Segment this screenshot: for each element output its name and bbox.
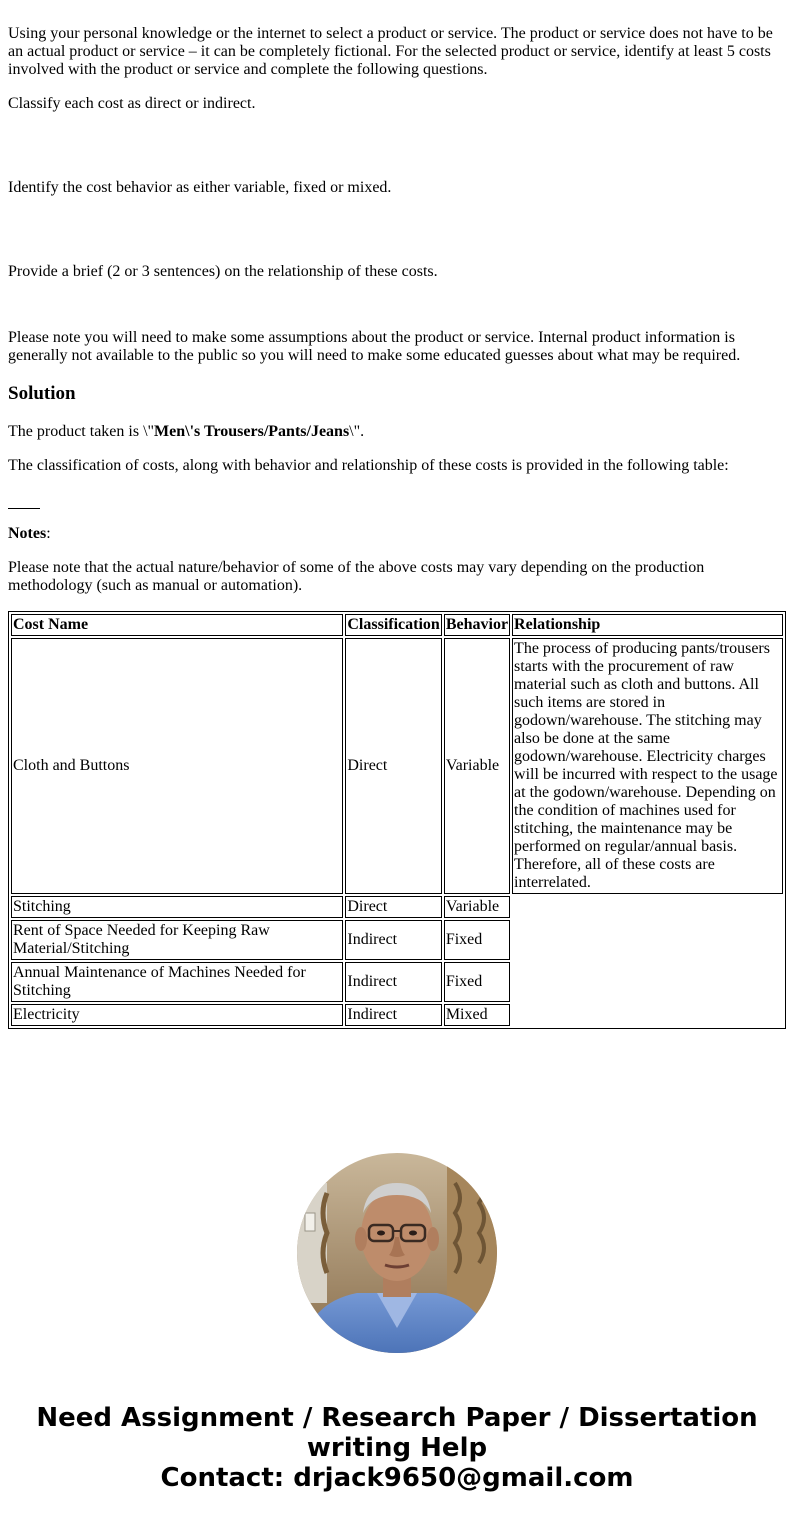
spacer [8,297,786,313]
notes-colon: : [46,525,51,542]
question-relationship: Provide a brief (2 or 3 sentences) on the relationship of these costs. [8,263,438,280]
cell-behavior: Variable [444,896,510,918]
table-row [11,1004,783,1026]
product-suffix: \". [349,423,365,440]
product-statement [8,423,786,441]
notes-label-line [8,525,786,543]
cell-cost-name: Rent of Space Needed for Keeping Raw Material/Stitching [11,920,343,960]
cell-behavior: Mixed [444,1004,510,1026]
promo-banner [0,1403,794,1493]
cell-cost-name: Stitching [11,896,343,918]
notes-label: Notes [8,525,47,542]
author-avatar [297,1153,497,1353]
cell-behavior: Fixed [444,920,510,960]
promo-line-2: writing Help [306,1433,488,1463]
header-cost-name: Cost Name [11,614,343,636]
promo-line-1: Need Assignment / Research Paper / Dissertation [36,1403,758,1433]
product-prefix: The product taken is \" [8,423,155,440]
cell-behavior: Fixed [444,962,510,1002]
cell-cost-name: Cloth and Buttons [11,638,343,894]
short-rule [8,496,40,509]
table-intro: The classification of costs, along with behavior and relationship of these costs is provided in the following table: [8,457,729,474]
table-row [11,896,783,918]
person-photo-icon [297,1153,497,1353]
spacer [8,213,786,247]
cell-classification: Indirect [345,962,441,1002]
cell-cost-name: Annual Maintenance of Machines Needed for Stitching [11,962,343,1002]
separator-rule [8,491,786,509]
promo-contact[interactable]: Contact: drjack9650@gmail.com [160,1463,634,1493]
cell-classification: Indirect [345,1004,441,1026]
cell-behavior: Variable [444,638,510,894]
header-behavior: Behavior [444,614,510,636]
notes-text: Please note that the actual nature/behavior of some of the above costs may vary depending on the production methodology (such as manual or automation). [8,559,705,594]
header-relationship: Relationship [512,614,783,636]
question-classify: Classify each cost as direct or indirect. [8,95,256,112]
assumption-note: Please note you will need to make some assumptions about the product or service. Internal product information is generally not available to the public so you will need to make some educated guesses about what may be required. [8,329,741,364]
solution-heading: Solution [8,383,76,404]
spacer [8,129,786,163]
cell-classification: Indirect [345,920,441,960]
table-header-row [11,614,783,636]
cell-classification: Direct [345,896,441,918]
header-classification: Classification [345,614,441,636]
question-behavior: Identify the cost behavior as either variable, fixed or mixed. [8,179,392,196]
cell-cost-name: Electricity [11,1004,343,1026]
table-row [11,638,783,894]
cost-table [8,611,786,1029]
cell-classification: Direct [345,638,441,894]
table-row [11,962,783,1002]
intro-paragraph: Using your personal knowledge or the internet to select a product or service. The product or service does not have to be an actual product or service – it can be completely fictional. For the selected product or service, identify at least 5 costs involved with the product or service and complete the following questions. [8,25,773,78]
product-name: Men\'s Trousers/Pants/Jeans [154,423,350,440]
cell-relationship: The process of producing pants/trousers starts with the procurement of raw material such as cloth and buttons. All such items are stored in godown/warehouse. The stitching may also be done at the same godown/warehouse. Electricity charges will be incurred with respect to the usage at the godown/warehouse. Depending on the condition of machines used for stitching, the maintenance may be performed on regular/annual basis. Therefore, all of these costs are interrelated. [512,638,783,894]
table-row [11,920,783,960]
